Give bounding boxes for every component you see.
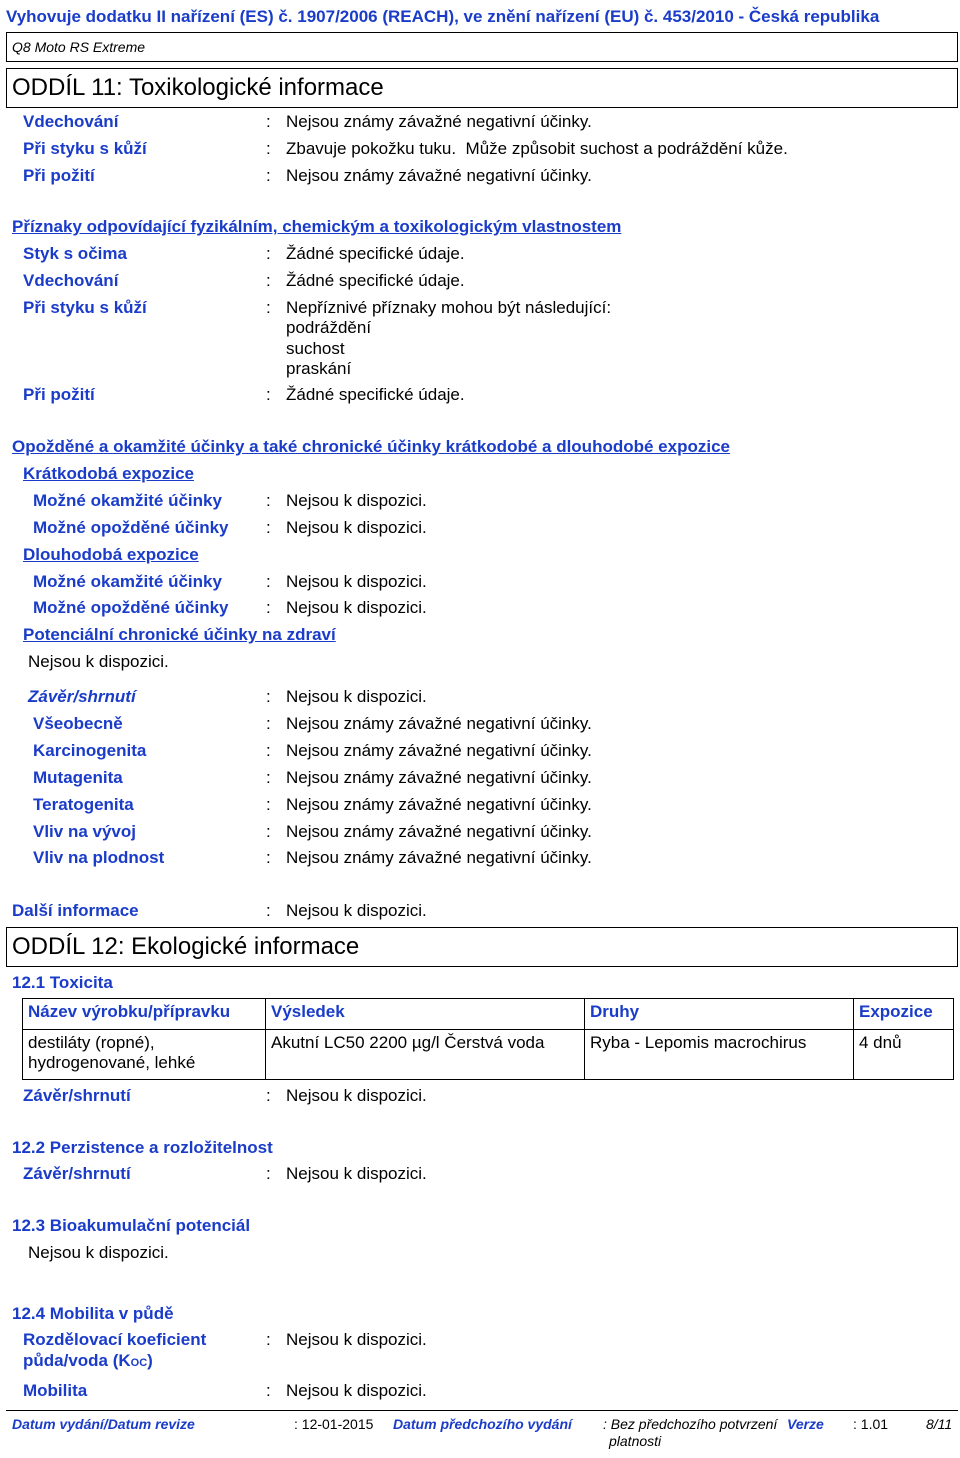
symptom-skin-item: podráždění: [286, 318, 372, 337]
koc-subscript: OC: [130, 1357, 148, 1369]
ingestion-value: Nejsou známy závažné negativní účinky.: [286, 166, 592, 185]
carcinogenicity-label: Karcinogenita: [33, 741, 147, 760]
table-row: [23, 1030, 954, 1080]
skin-contact-value: Zbavuje pokožku tuku. Může způsobit suchost a podráždění kůže.: [286, 139, 788, 158]
page-number: 8/11: [926, 1416, 953, 1432]
more-info-label: Další informace: [12, 901, 139, 920]
colon: :: [266, 822, 271, 841]
fertility-label: Vliv na plodnost: [33, 848, 165, 867]
symptom-ingestion-label: Při požití: [23, 385, 95, 404]
mutagenicity-value: Nejsou známy závažné negativní účinky.: [286, 768, 592, 787]
column-header: Expozice: [854, 999, 954, 1030]
colon: :: [266, 271, 271, 290]
general-value: Nejsou známy závažné negativní účinky.: [286, 714, 592, 733]
symptom-skin-item: praskání: [286, 359, 352, 378]
colon: :: [266, 714, 271, 733]
development-value: Nejsou známy závažné negativní účinky.: [286, 822, 592, 841]
colon: :: [266, 598, 271, 617]
section-12-title: ODDÍL 12: Ekologické informace: [12, 933, 360, 960]
footer-rule: [6, 1410, 958, 1411]
development-label: Vliv na vývoj: [33, 822, 136, 841]
colon: :: [266, 385, 271, 404]
koc-label: Rozdělovací koeficient: [23, 1330, 207, 1349]
symptom-skin-label: Při styku s kůží: [23, 298, 147, 317]
column-header: Výsledek: [266, 999, 585, 1030]
chronic-effects-value: Nejsou k dispozici.: [28, 652, 169, 671]
long-term-heading: Dlouhodobá expozice: [23, 545, 199, 564]
column-header: Název výrobku/přípravku: [23, 999, 266, 1030]
tox-summary-value: Nejsou k dispozici.: [286, 1086, 427, 1105]
teratogenicity-label: Teratogenita: [33, 795, 134, 814]
summary-value: Nejsou k dispozici.: [286, 687, 427, 706]
colon: :: [266, 244, 271, 263]
inhalation-label: Vdechování: [23, 112, 119, 131]
delayed-effects-heading: Opožděné a okamžité účinky a také chronické účinky krátkodobé a dlouhodobé expozice: [12, 437, 730, 456]
colon: :: [266, 768, 271, 787]
short-immediate-value: Nejsou k dispozici.: [286, 491, 427, 510]
colon: :: [266, 1086, 271, 1105]
colon: :: [266, 687, 271, 706]
product-name: Q8 Moto RS Extreme: [12, 39, 146, 55]
eye-contact-label: Styk s očima: [23, 244, 127, 263]
toxicity-heading: 12.1 Toxicita: [12, 973, 113, 992]
symptoms-heading: Příznaky odpovídající fyzikálním, chemickým a toxikologickým vlastnostem: [12, 217, 622, 236]
issue-date-value: : 12-01-2015: [294, 1416, 374, 1432]
symptom-inhalation-value: Žádné specifické údaje.: [286, 271, 465, 290]
persistence-heading: 12.2 Perzistence a rozložitelnost: [12, 1138, 273, 1157]
colon: :: [266, 491, 271, 510]
long-delayed-value: Nejsou k dispozici.: [286, 598, 427, 617]
species-cell: Ryba - Lepomis macrochirus: [585, 1030, 854, 1080]
colon: :: [266, 1164, 271, 1183]
version-label: Verze: [787, 1416, 824, 1432]
long-immediate-value: Nejsou k dispozici.: [286, 572, 427, 591]
colon: :: [266, 166, 271, 185]
mobility-heading: 12.4 Mobilita v půdě: [12, 1304, 174, 1323]
column-header: Druhy: [585, 999, 854, 1030]
koc-label-line2: [23, 1351, 153, 1371]
skin-contact-label: Při styku s kůží: [23, 139, 147, 158]
section-11-title: ODDÍL 11: Toxikologické informace: [12, 74, 384, 101]
general-label: Všeobecně: [33, 714, 123, 733]
fertility-value: Nejsou známy závažné negativní účinky.: [286, 848, 592, 867]
symptom-skin-value: Nepříznivé příznaky mohou být následující:: [286, 298, 612, 317]
colon: :: [266, 112, 271, 131]
previous-issue-label: Datum předchozího vydání: [393, 1416, 572, 1432]
teratogenicity-value: Nejsou známy závažné negativní účinky.: [286, 795, 592, 814]
short-delayed-value: Nejsou k dispozici.: [286, 518, 427, 537]
product-name-line: hydrogenované, lehké: [28, 1053, 196, 1072]
issue-date-label: Datum vydání/Datum revize: [12, 1416, 195, 1432]
colon: :: [266, 1330, 271, 1349]
product-name-cell: [23, 1030, 266, 1080]
carcinogenicity-value: Nejsou známy závažné negativní účinky.: [286, 741, 592, 760]
colon: :: [266, 1381, 271, 1400]
persistence-summary-value: Nejsou k dispozici.: [286, 1164, 427, 1183]
colon: :: [266, 572, 271, 591]
version-value: : 1.01: [853, 1416, 889, 1432]
mobility-value: Nejsou k dispozici.: [286, 1381, 427, 1400]
exposure-cell: 4 dnů: [854, 1030, 954, 1080]
short-immediate-label: Možné okamžité účinky: [33, 491, 222, 510]
previous-issue-value: : Bez předchozího potvrzení: [603, 1416, 778, 1432]
long-immediate-label: Možné okamžité účinky: [33, 572, 222, 591]
colon: :: [266, 741, 271, 760]
eye-contact-value: Žádné specifické údaje.: [286, 244, 465, 263]
short-delayed-label: Možné opožděné účinky: [33, 518, 229, 537]
table-header-row: [23, 999, 954, 1030]
koc-value: Nejsou k dispozici.: [286, 1330, 427, 1349]
koc-label-end: ): [147, 1351, 153, 1370]
summary-label: Závěr/shrnutí: [28, 687, 136, 706]
colon: :: [266, 298, 271, 317]
product-name-line: destiláty (ropné),: [28, 1033, 155, 1052]
chronic-effects-heading: Potenciální chronické účinky na zdraví: [23, 625, 336, 644]
mutagenicity-label: Mutagenita: [33, 768, 123, 787]
previous-issue-value-line2: platnosti: [609, 1433, 662, 1449]
colon: :: [266, 901, 271, 920]
result-cell: Akutní LC50 2200 µg/l Čerstvá voda: [266, 1030, 585, 1080]
more-info-value: Nejsou k dispozici.: [286, 901, 427, 920]
bioaccumulation-heading: 12.3 Bioakumulační potenciál: [12, 1216, 251, 1235]
colon: :: [266, 518, 271, 537]
short-term-heading: Krátkodobá expozice: [23, 464, 194, 483]
product-header-box: [6, 32, 958, 62]
ingestion-label: Při požití: [23, 166, 95, 185]
persistence-summary-label: Závěr/shrnutí: [23, 1164, 131, 1183]
document-header-title: Vyhovuje dodatku II nařízení (ES) č. 1907/2006 (REACH), ve znění nařízení (EU) č. 453/2010 - Česká republika: [6, 7, 880, 26]
symptom-skin-item: suchost: [286, 339, 345, 358]
toxicity-table: [22, 998, 954, 1080]
koc-label-text: půda/voda (K: [23, 1351, 131, 1370]
tox-summary-label: Závěr/shrnutí: [23, 1086, 131, 1105]
mobility-label: Mobilita: [23, 1381, 88, 1400]
inhalation-value: Nejsou známy závažné negativní účinky.: [286, 112, 592, 131]
colon: :: [266, 795, 271, 814]
colon: :: [266, 848, 271, 867]
symptom-inhalation-label: Vdechování: [23, 271, 119, 290]
symptom-ingestion-value: Žádné specifické údaje.: [286, 385, 465, 404]
long-delayed-label: Možné opožděné účinky: [33, 598, 229, 617]
bioaccumulation-value: Nejsou k dispozici.: [28, 1243, 169, 1262]
colon: :: [266, 139, 271, 158]
